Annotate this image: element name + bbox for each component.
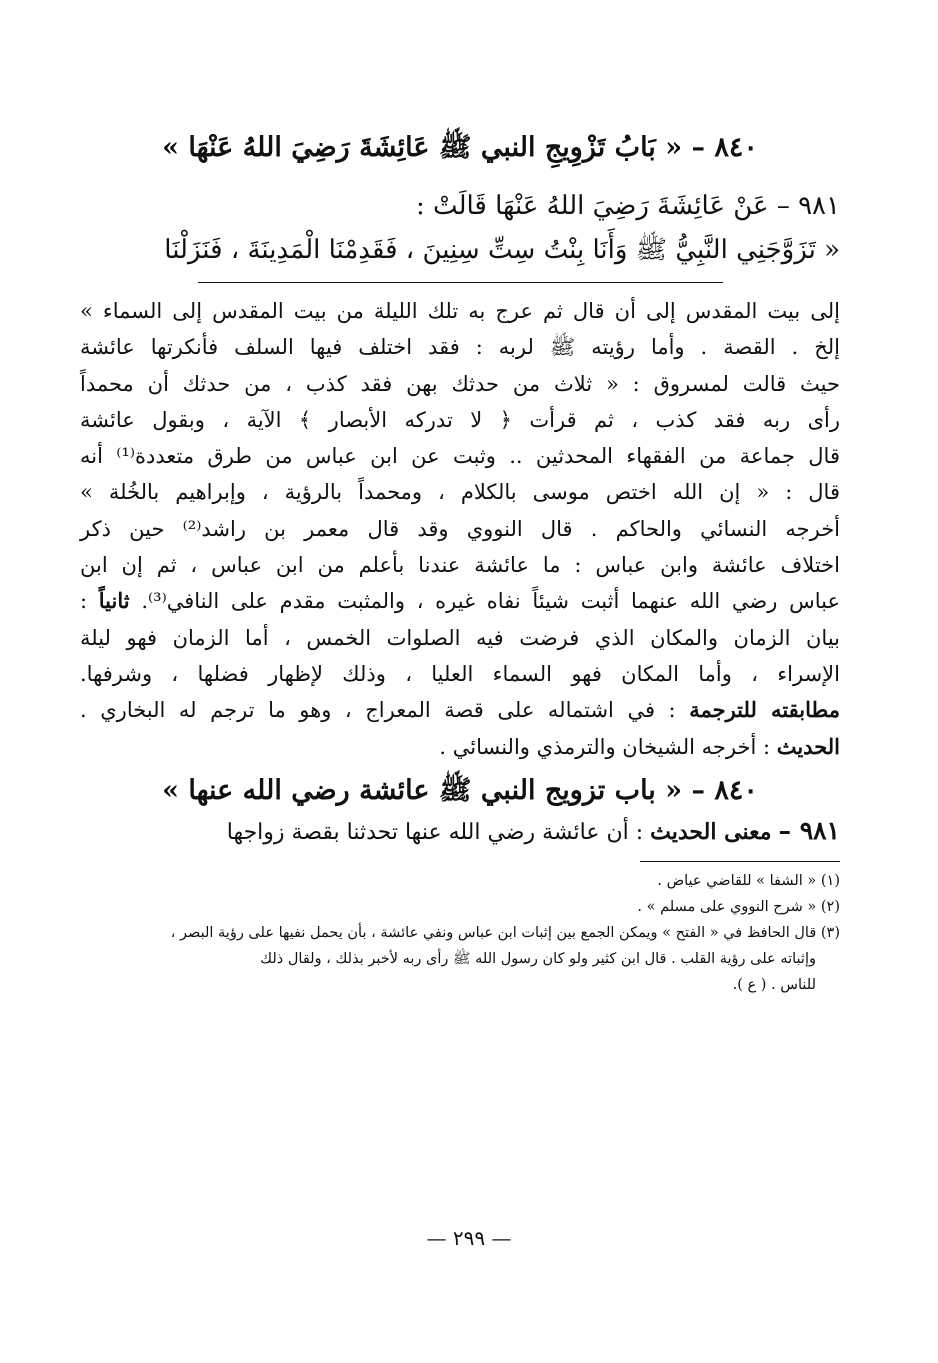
page-number: — ٢٩٩ — [426,1226,512,1250]
section-text: : أن عائشة رضي الله عنها تحدثنا بقصة زواجها [226,819,644,845]
commentary-line [80,729,840,765]
commentary-line: قال : « إن الله اختص موسى بالكلام ، ومحمداً بالرؤية ، وإبراهيم بالخُلة » [80,480,840,505]
hadith-intro: ٩٨١ – عَنْ عَائِشَةَ رَضِيَ اللهُ عَنْهَا قَالَتْ : [416,191,840,221]
colon: : [80,589,88,614]
hadith-text: « تَزَوَّجَنِي النَّبِيُّ ﷺ وَأَنَا بِنْتُ سِتِّ سِنِينَ ، فَقَدِمْنَا الْمَدِينَةَ ، فَنَزَلْنَا [164,235,840,265]
relevance-text: : في اشتماله على قصة المعراج ، وهو ما ترجم له البخاري . [80,698,676,723]
hadith-label: الحديث [776,733,840,759]
commentary-line: حيث قالت لمسروق : « ثلاث من حدثك بهن فقد كذب ، من حدثك أن محمداً [80,371,840,396]
footnote-3-end: للناس . ( ع ). [732,976,816,993]
footnote-divider [640,861,840,862]
chapter-heading-repeat: ٨٤٠ – « باب تزويج النبي ﷺ عائشة رضي الله عنها » [162,774,758,806]
footnote-3: (٣) قال الحافظ في « الفتح » ويمكن الجمع بين إثبات ابن عباس ونفي عائشة ، بأن يحمل نفيها على رؤية البصر ، [170,924,840,941]
secondly-label: ثانياً [98,588,130,614]
commentary [80,293,840,765]
footnote-3-continued: وإثباته على رؤية القلب . قال ابن كثير ولو كان رسول الله ﷺ رأى ربه لأخبر بذلك ، ولقال ذلك [260,950,816,967]
section-number: ٩٨١ – [778,815,840,845]
commentary-line: إلخ . القصة . وأما رؤيته ﷺ لربه : فقد اختلف فيها السلف فأنكرتها عائشة [80,335,840,360]
commentary-text: عباس رضي الله عنهما أثبت شيئاً نفاه غيره ، والمثبت مقدم على النافي⁽³⁾. [141,589,840,614]
footnote-2: (٢) « شرح النووي على مسلم » . [637,898,840,915]
relevance-label: مطابقته للترجمة [689,697,840,723]
book-page [80,128,840,998]
hadith-source-text: : أخرجه الشيخان والترمذي والنسائي . [439,734,771,759]
commentary-line: قال جماعة من الفقهاء المحدثين .. وثبت عن ابن عباس من طرق متعددة⁽¹⁾ أنه [80,444,840,469]
commentary-line: إلى بيت المقدس إلى أن قال ثم عرج به تلك الليلة من بيت المقدس إلى السماء » [80,299,840,323]
commentary-line: الإسراء ، وأما المكان فهو السماء العليا ، وذلك لإظهار فضلها ، وشرفها. [80,661,840,686]
commentary-line: رأى ربه فقد كذب ، ثم قرأت ﴿ لا تدركه الأبصار ﴾ الآية ، وبقول عائشة [80,407,840,432]
text-divider [198,282,723,283]
section-label: معنى الحديث [650,818,772,845]
commentary-line: أخرجه النسائي والحاكم . قال النووي وقد قال معمر بن راشد⁽²⁾ حين ذكر [80,516,841,541]
chapter-heading: ٨٤٠ – « بَابُ تَزْوِيجِ النبي ﷺ عَائِشَةَ رَضِيَ اللهُ عَنْهَا » [162,132,758,163]
section-line [80,811,840,853]
footnote-1: (١) « الشفا » للقاضي عياض . [657,872,840,889]
commentary-line [80,692,840,728]
commentary-line: بيان الزمان والمكان الذي فرضت فيه الصلوات الخمس ، أما الزمان فهو ليلة [80,625,840,650]
commentary-line: اختلاف عائشة وابن عباس : ما عائشة عندنا بأعلم من ابن عباس ، ثم إن ابن [80,553,840,578]
footnotes [80,868,840,998]
commentary-line [80,583,840,619]
